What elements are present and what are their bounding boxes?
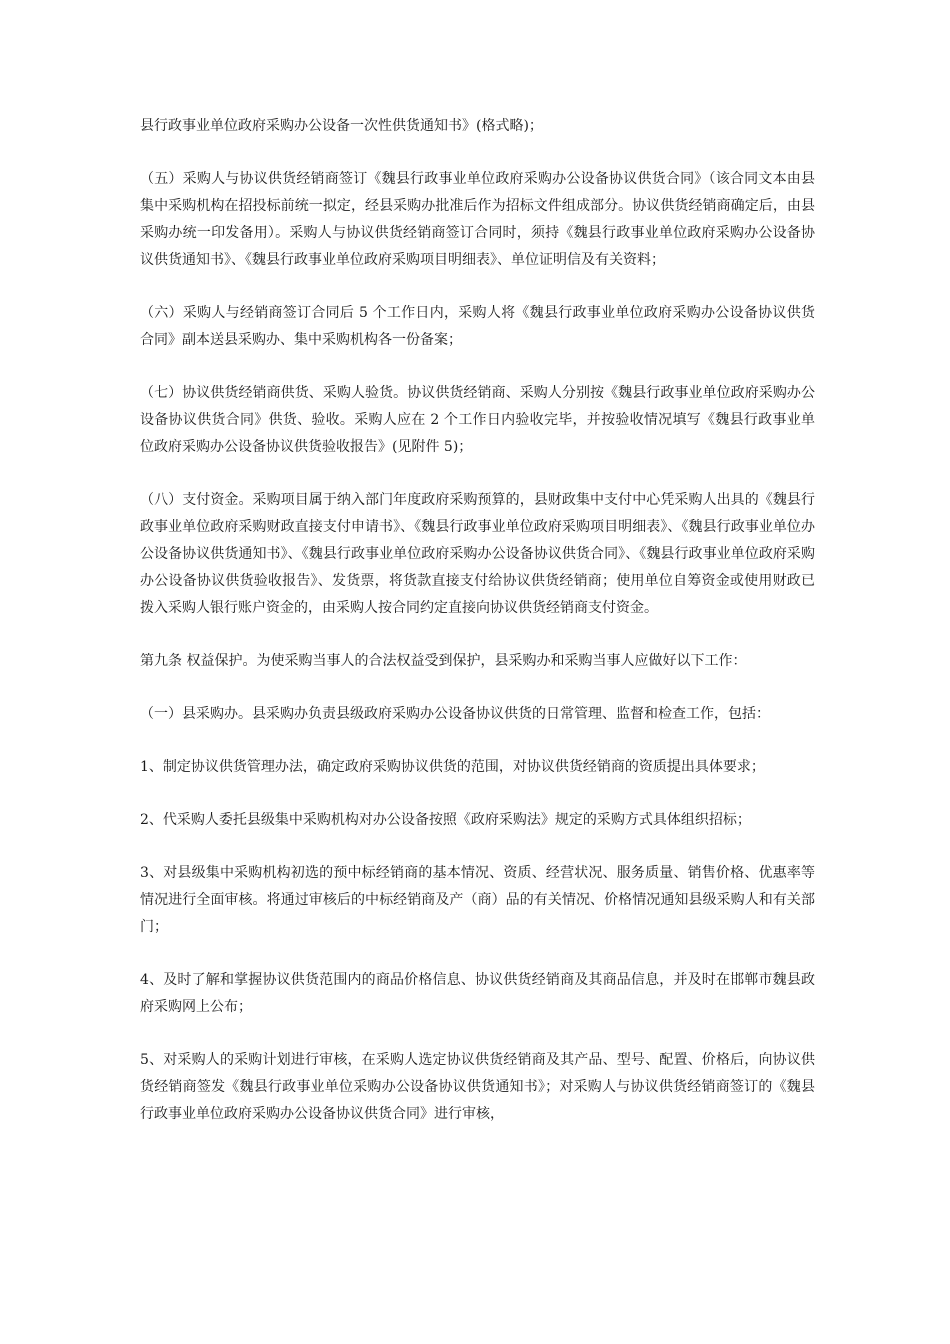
paragraph-article-9: 第九条 权益保护。为使采购当事人的合法权益受到保护，县采购办和采购当事人应做好以下工作： (140, 653, 747, 669)
paragraph-continuation: 县行政事业单位政府采购办公设备一次性供货通知书》(格式略)； (140, 118, 543, 134)
document-page (140, 113, 815, 1154)
paragraph-list-4: 4、及时了解和掌握协议供货范围内的商品价格信息、协议供货经销商及其商品信息，并及时在邯郸市魏县政府采购网上公布； (140, 972, 815, 1015)
paragraph-list-2: 2、代采购人委托县级集中采购机构对办公设备按照《政府采购法》规定的采购方式具体组织招标； (140, 812, 751, 828)
paragraph-list-5: 5、对采购人的采购计划进行审核，在采购人选定协议供货经销商及其产品、型号、配置、价格后，向协议供货经销商签发《魏县行政事业单位采购办公设备协议供货通知书》；对采购人与协议供货经销商签订的《魏县行政事业单位政府采购办公设备协议供货合同》进行审核， (140, 1052, 815, 1122)
paragraph-list-3: 3、对县级集中采购机构初选的预中标经销商的基本情况、资质、经营状况、服务质量、销售价格、优惠率等情况进行全面审核。将通过审核后的中标经销商及产（商）品的有关情况、价格情况通知县级采购人和有关部门； (140, 865, 815, 935)
paragraph-list-1: 1、制定协议供货管理办法，确定政府采购协议供货的范围，对协议供货经销商的资质提出具体要求； (140, 759, 765, 775)
paragraph-section-1: （一）县采购办。县采购办负责县级政府采购办公设备协议供货的日常管理、监督和检查工作，包括： (140, 706, 770, 722)
paragraph-item-5: （五）采购人与协议供货经销商签订《魏县行政事业单位政府采购办公设备协议供货合同》（该合同文本由县集中采购机构在招投标前统一拟定，经县采购办批准后作为招标文件组成部分。协议供货经销商确定后，由县采购办统一印发备用）。采购人与协议供货经销商签订合同时，须持《魏县行政事业单位政府采购办公设备协议供货通知书》、《魏县行政事业单位政府采购项目明细表》、单位证明信及有关资料； (140, 171, 815, 268)
paragraph-item-7: （七）协议供货经销商供货、采购人验货。协议供货经销商、采购人分别按《魏县行政事业单位政府采购办公设备协议供货合同》供货、验收。采购人应在 2 个工作日内验收完毕，并按验收情况填写《魏县行政事业单位政府采购办公设备协议供货验收报告》(见附件 5)； (140, 385, 815, 455)
paragraph-item-8: （八）支付资金。采购项目属于纳入部门年度政府采购预算的，县财政集中支付中心凭采购人出具的《魏县行政事业单位政府采购财政直接支付申请书》、《魏县行政事业单位政府采购项目明细表》、《魏县行政事业单位办公设备协议供货通知书》、《魏县行政事业单位政府采购办公设备协议供货合同》、《魏县行政事业单位政府采购办公设备协议供货验收报告》、发货票，将货款直接支付给协议供货经销商；使用单位自筹资金或使用财政已拨入采购人银行账户资金的，由采购人按合同约定直接向协议供货经销商支付资金。 (140, 492, 815, 616)
paragraph-item-6: （六）采购人与经销商签订合同后 5 个工作日内，采购人将《魏县行政事业单位政府采购办公设备协议供货合同》副本送县采购办、集中采购机构各一份备案； (140, 305, 815, 348)
